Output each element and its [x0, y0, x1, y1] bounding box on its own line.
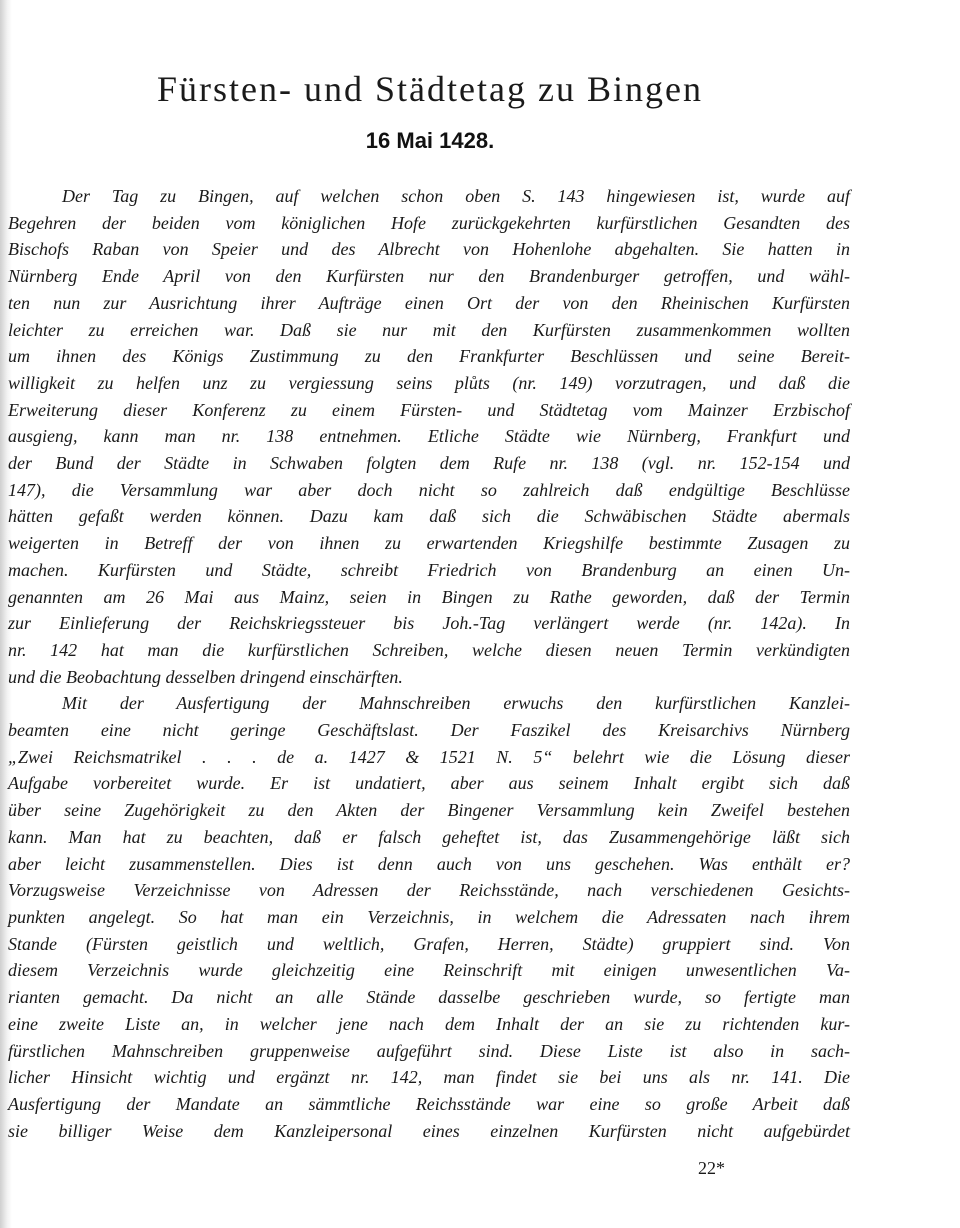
- text-line: zur Einlieferung der Reichskriegssteuer bis Joh.-Tag verlängert werde (nr. 142a). In: [8, 613, 850, 634]
- text-line: Begehren der beiden vom königlichen Hofe zurückgekehrten kurfürstlichen Gesandten des: [8, 212, 850, 233]
- text-line: beamten eine nicht geringe Geschäftslast. Der Faszikel des Kreisarchivs Nürnberg: [8, 720, 850, 741]
- text-line: „Zwei Reichsmatrikel . . . de a. 1427 & 1521 N. 5“ belehrt wie die Lösung dieser: [8, 746, 850, 767]
- text-line: nr. 142 hat man die kurfürstlichen Schreiben, welche diesen neuen Termin verkündigten: [8, 639, 850, 660]
- text-line: Vorzugsweise Verzeichnisse von Adressen der Reichsstände, nach verschiedenen Gesichts-: [8, 880, 850, 901]
- text-line: rianten gemacht. Da nicht an alle Stände dasselbe geschrieben wurde, so fertigte man: [8, 987, 850, 1008]
- text-line: genannten am 26 Mai aus Mainz, seien in Bingen zu Rathe geworden, daß der Termin: [8, 586, 850, 607]
- text-line: diesem Verzeichnis wurde gleichzeitig eine Reinschrift mit einigen unwesentlichen Va-: [8, 960, 850, 981]
- text-line: ten nun zur Ausrichtung ihrer Aufträge einen Ort der von den Rheinischen Kurfürsten: [8, 292, 850, 313]
- text-line: der Bund der Städte in Schwaben folgten dem Rufe nr. 138 (vgl. nr. 152-154 und: [8, 453, 850, 474]
- text-line: Stande (Fürsten geistlich und weltlich, Grafen, Herren, Städte) gruppiert sind. Von: [8, 933, 850, 954]
- text-line: leichter zu erreichen war. Daß sie nur mit den Kurfürsten zusammenkommen wollten: [8, 319, 850, 340]
- text-line: 147), die Versammlung war aber doch nicht so zahlreich daß endgültige Beschlüsse: [8, 479, 850, 500]
- text-line: licher Hinsicht wichtig und ergänzt nr. 142, man findet sie bei uns als nr. 141. Die: [8, 1067, 850, 1088]
- text-line: Bischofs Raban von Speier und des Albrecht von Hohenlohe abgehalten. Sie hatten in: [8, 239, 850, 260]
- text-line: weigerten in Betreff der von ihnen zu erwartenden Kriegshilfe bestimmte Zusagen zu: [8, 533, 850, 554]
- page-number: 22*: [698, 1158, 725, 1178]
- page-title: Fürsten- und Städtetag zu Bingen: [157, 69, 703, 109]
- text-line: ausgieng, kann man nr. 138 entnehmen. Etliche Städte wie Nürnberg, Frankfurt und: [8, 426, 850, 447]
- text-line: fürstlichen Mahnschreiben gruppenweise aufgeführt sind. Diese Liste ist also in sach-: [8, 1040, 850, 1061]
- text-line: über seine Zugehörigkeit zu den Akten der Bingener Versammlung kein Zweifel bestehen: [8, 800, 850, 821]
- text-line: aber leicht zusammenstellen. Dies ist denn auch von uns geschehen. Was enthält er?: [8, 853, 850, 874]
- text-line: Erweiterung dieser Konferenz zu einem Fürsten- und Städtetag vom Mainzer Erzbischof: [8, 399, 850, 420]
- text-line: und die Beobachtung desselben dringend einschärften.: [8, 666, 403, 687]
- text-line: willigkeit zu helfen unz zu vergiessung seins plůts (nr. 149) vorzutragen, und daß die: [8, 372, 850, 393]
- text-line: hätten gefaßt werden können. Dazu kam daß sich die Schwäbischen Städte abermals: [8, 506, 850, 527]
- text-line: Ausfertigung der Mandate an sämmtliche Reichsstände war eine so große Arbeit daß: [8, 1093, 850, 1114]
- text-line: sie billiger Weise dem Kanzleipersonal eines einzelnen Kurfürsten nicht aufgebürdet: [8, 1120, 850, 1141]
- text-line: machen. Kurfürsten und Städte, schreibt Friedrich von Brandenburg an einen Un-: [8, 559, 850, 580]
- text-line: Mit der Ausfertigung der Mahnschreiben erwuchs den kurfürstlichen Kanzlei-: [62, 693, 850, 714]
- text-line: eine zweite Liste an, in welcher jene nach dem Inhalt der an sie zu richtenden kur-: [8, 1013, 850, 1034]
- text-line: Aufgabe vorbereitet wurde. Er ist undatiert, aber aus seinem Inhalt ergibt sich daß: [8, 773, 850, 794]
- text-line: um ihnen des Königs Zustimmung zu den Frankfurter Beschlüssen und seine Bereit-: [8, 346, 850, 367]
- text-line: kann. Man hat zu beachten, daß er falsch geheftet ist, das Zusammengehörige läßt sich: [8, 826, 850, 847]
- text-line: Der Tag zu Bingen, auf welchen schon oben S. 143 hingewiesen ist, wurde auf: [62, 186, 850, 206]
- page-date: 16 Mai 1428.: [365, 128, 495, 153]
- body-text: [8, 183, 850, 1144]
- text-line: Nürnberg Ende April von den Kurfürsten nur den Brandenburger getroffen, und wähl-: [8, 266, 850, 287]
- text-line: punkten angelegt. So hat man ein Verzeichnis, in welchem die Adressaten nach ihrem: [8, 906, 850, 927]
